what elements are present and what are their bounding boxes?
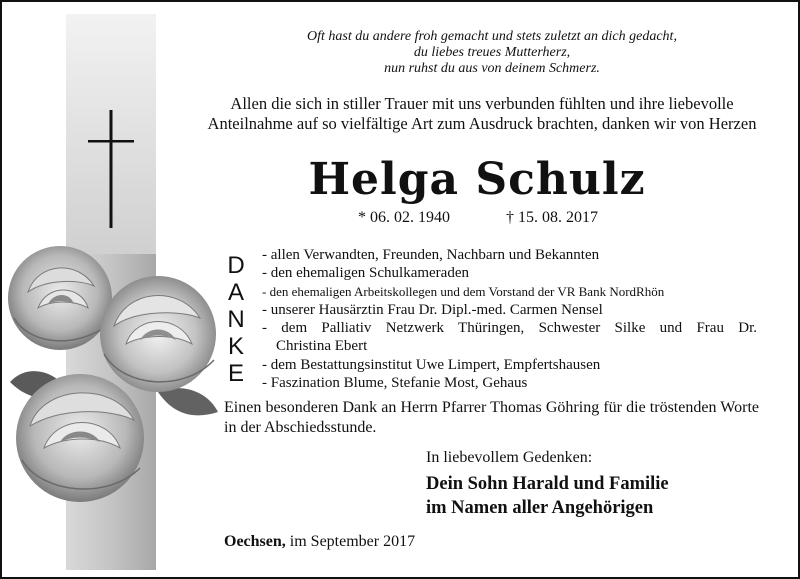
place-and-date [224,532,524,552]
danke-vertical-word [224,252,248,387]
danke-letter: N [227,306,245,333]
list-item-continuation: Christina Ebert [276,338,368,355]
list-item: - allen Verwandten, Freunden, Nachbarn und Bekannten [262,247,600,263]
list-item [262,319,757,356]
poem-line: du liebes treues Mutterherz, [413,45,571,60]
family-signature [426,472,766,520]
cross-icon [88,110,134,228]
intro-line: Allen die sich in stiller Trauer mit uns verbunden fühlten und ihre liebevolle [230,94,734,113]
list-item: - Faszination Blume, Stefanie Most, Gehaus [262,375,528,392]
special-thanks: Einen besonderen Dank an Herrn Pfarrer Thomas Göhring für die tröstenden Worte in der Abschiedsstunde. [224,399,759,436]
place-town: Oechsen, [224,533,286,550]
memory-line: In liebevollem Gedenken: [426,449,593,466]
family-line: im Namen aller Angehörigen [426,498,654,518]
life-dates [332,208,632,228]
intro-text [172,94,792,134]
memorial-poem [232,29,752,77]
deceased-name: Helga Schulz [308,154,646,205]
poem-line: nun ruhst du aus von deinem Schmerz. [384,61,600,76]
intro-line: Anteilnahme auf so vielfältige Art zum Ausdruck brachten, danken wir von Herzen [207,114,757,133]
list-item: - den ehemaligen Schulkameraden [262,265,469,282]
family-line: Dein Sohn Harald und Familie [426,474,669,494]
danke-letter: D [227,252,245,279]
place-date: im September 2017 [289,533,416,550]
danke-letter: E [227,360,244,387]
list-item-text: - dem Palliativ Netzwerk Thüringen, Schwester Silke und Frau Dr. [262,320,757,337]
danke-letter: A [227,279,244,306]
death-date: † 15. 08. 2017 [506,209,598,226]
danke-letter: K [227,333,244,360]
roses-image [8,242,220,506]
list-item: - dem Bestattungsinstitut Uwe Limpert, Empfertshausen [262,356,601,373]
thanks-list [262,246,757,392]
list-item: - den ehemaligen Arbeitskollegen und dem Vorstand der VR Bank NordRhön [262,283,665,299]
poem-line: Oft hast du andere froh gemacht und stets zuletzt an dich gedacht, [307,29,677,44]
birth-date: * 06. 02. 1940 [358,209,450,226]
list-item: - unserer Hausärztin Frau Dr. Dipl.-med. Carmen Nensel [262,301,603,318]
